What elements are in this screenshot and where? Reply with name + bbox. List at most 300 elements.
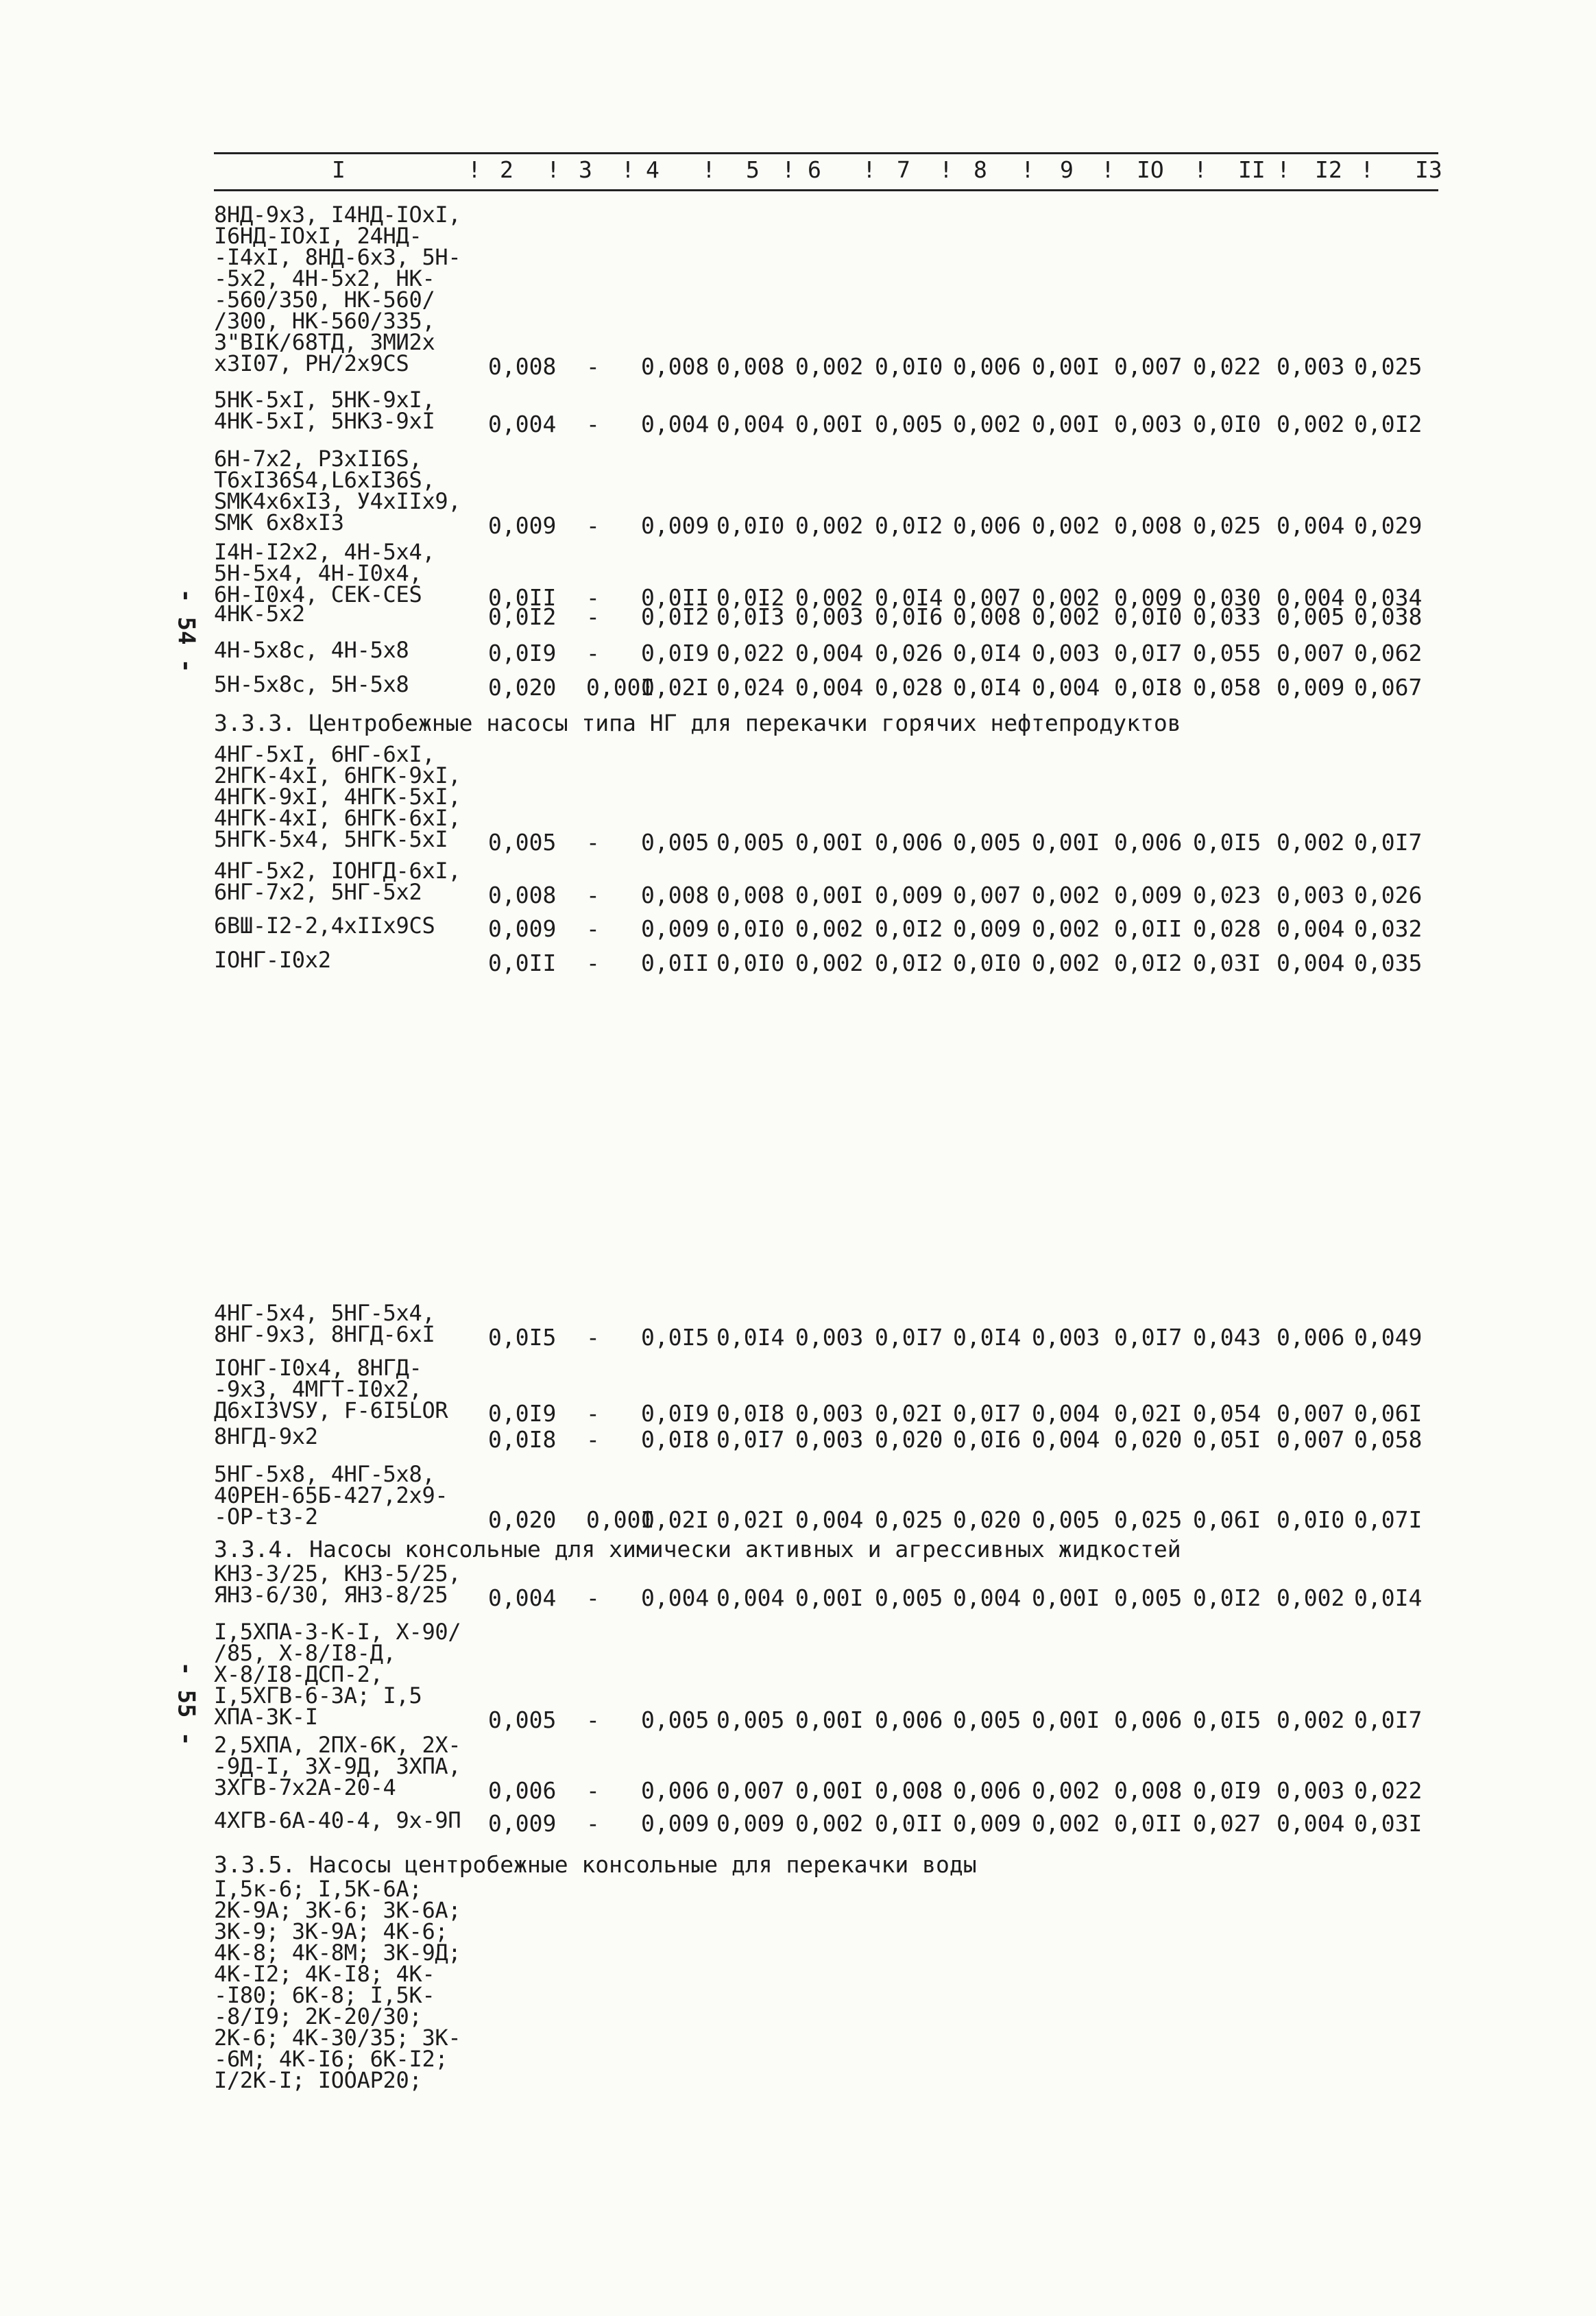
value-cell: 0,003 xyxy=(1032,640,1100,666)
value-cell: - xyxy=(586,829,600,856)
value-cell: 0,023 xyxy=(1193,882,1261,908)
header-column-label: 5 xyxy=(746,156,760,183)
value-cell: 0,005 xyxy=(953,1706,1021,1733)
pump-type-line: I/2К-I; IООАР20; xyxy=(214,2067,422,2093)
value-cell: 0,0I0 xyxy=(1114,603,1183,630)
value-cell: 0,025 xyxy=(1354,353,1423,380)
value-cell: 0,0I2 xyxy=(875,915,943,942)
value-cell: 0,005 xyxy=(875,1584,943,1611)
value-cell: 0,003 xyxy=(795,1426,864,1453)
value-cell: 0,006 xyxy=(953,353,1021,380)
header-column-label: I2 xyxy=(1315,156,1342,183)
header-top-rule xyxy=(214,152,1438,154)
row-values xyxy=(214,1706,1441,1734)
value-cell: 0,058 xyxy=(1193,674,1261,701)
pump-type-line: ХПА-3К-I xyxy=(214,1704,318,1730)
value-cell: 0,02I xyxy=(641,1506,710,1533)
value-cell: 0,0I0 xyxy=(716,950,785,976)
value-cell: 0,00I xyxy=(1032,1706,1100,1733)
value-cell: 0,02I xyxy=(716,1506,785,1533)
value-cell: 0,0II xyxy=(1114,1810,1183,1837)
value-cell: 0,003 xyxy=(795,603,864,630)
value-cell: 0,008 xyxy=(716,353,785,380)
pump-type-line: 2К-6; 4К-30/35; 3К- xyxy=(214,2025,461,2051)
row-values xyxy=(214,1584,1441,1612)
value-cell: 0,0I5 xyxy=(1193,1706,1261,1733)
value-cell: 0,025 xyxy=(875,1506,943,1533)
value-cell: 0,0I7 xyxy=(953,1400,1021,1427)
pump-type-line: -6М; 4К-I6; 6К-I2; xyxy=(214,2046,448,2072)
row-values xyxy=(214,1423,1441,1453)
value-cell: 0,003 xyxy=(1277,353,1345,380)
value-cell: 0,00I xyxy=(1032,353,1100,380)
row-values xyxy=(214,879,1441,909)
value-cell: 0,0I8 xyxy=(1114,674,1183,701)
value-cell: 0,043 xyxy=(1193,1324,1261,1351)
value-cell: 0,00I xyxy=(795,1706,864,1733)
value-cell: 0,009 xyxy=(953,915,1021,942)
pump-type-line: 3ХГВ-7х2А-20-4 xyxy=(214,1774,396,1800)
value-cell: 0,009 xyxy=(641,512,710,539)
value-cell: 0,032 xyxy=(1354,915,1423,942)
value-cell: 0,004 xyxy=(1277,584,1345,611)
value-cell: 0,00I xyxy=(1032,1584,1100,1611)
value-cell: 0,00I xyxy=(795,1584,864,1611)
value-cell: 0,0I2 xyxy=(1193,1584,1261,1611)
value-cell: 0,003 xyxy=(1114,411,1183,437)
value-cell: 0,0I0 xyxy=(875,353,943,380)
row-values xyxy=(214,671,1441,701)
value-cell: 0,008 xyxy=(953,603,1021,630)
value-cell: 0,0I4 xyxy=(953,640,1021,666)
value-cell: 0,0I4 xyxy=(875,584,943,611)
page-number-55: - 55 - xyxy=(172,1661,200,1746)
value-cell: 0,009 xyxy=(1277,674,1345,701)
value-cell: 0,009 xyxy=(641,1810,710,1837)
pump-type-line: /300, НК-560/335, xyxy=(214,308,435,334)
pump-type-line: 4НК-5хI, 5НК3-9хI xyxy=(214,408,435,434)
section-3-3-5-heading: 3.3.5. Насосы центробежные консольные для перекачки воды xyxy=(214,1851,977,1878)
value-cell: 0,0I6 xyxy=(953,1426,1021,1453)
value-cell: 0,004 xyxy=(795,674,864,701)
value-cell: 0,007 xyxy=(1277,640,1345,666)
section-3-3-4-heading: 3.3.4. Насосы консольные для химически активных и агрессивных жидкостей xyxy=(214,1536,1181,1563)
pump-type-line: -560/350, НК-560/ xyxy=(214,287,435,313)
value-cell: 0,027 xyxy=(1193,1810,1261,1837)
header-column-label: IO xyxy=(1137,156,1164,183)
value-cell: 0,0I4 xyxy=(953,1324,1021,1351)
value-cell: 0,0I2 xyxy=(716,584,785,611)
value-cell: 0,020 xyxy=(488,1506,557,1533)
value-cell: 0,0I2 xyxy=(875,512,943,539)
header-separator: ! xyxy=(702,156,716,183)
row-values xyxy=(214,1506,1441,1534)
pump-type-line: 4Н-5х8с, 4Н-5х8 xyxy=(214,637,409,663)
pump-type-line: Т6хI36S4,L6хI36S, xyxy=(214,467,435,493)
value-cell: 0,07I xyxy=(1354,1506,1423,1533)
value-cell: - xyxy=(586,1400,600,1427)
value-cell: 0,0I0 xyxy=(1277,1506,1345,1533)
value-cell: 0,004 xyxy=(716,411,785,437)
value-cell: 0,007 xyxy=(953,882,1021,908)
header-column-label: 6 xyxy=(808,156,821,183)
value-cell: 0,03I xyxy=(1354,1810,1423,1837)
value-cell: 0,004 xyxy=(953,1584,1021,1611)
value-cell: 0,00I xyxy=(586,674,655,701)
value-cell: 0,00I xyxy=(1032,411,1100,437)
value-cell: 0,00I xyxy=(1032,829,1100,856)
pump-type-line: I4Н-I2х2, 4Н-5х4, xyxy=(214,539,435,565)
value-cell: 0,002 xyxy=(795,584,864,611)
value-cell: 0,0II xyxy=(641,950,710,976)
value-cell: 0,002 xyxy=(953,411,1021,437)
pump-type-line: SМК4х6хI3, У4хIIх9, xyxy=(214,488,461,514)
pump-type-line: 4НГК-4хI, 6НГК-6хI, xyxy=(214,805,461,831)
value-cell: 0,003 xyxy=(1277,882,1345,908)
header-separator: ! xyxy=(1194,156,1207,183)
value-cell: 0,009 xyxy=(1114,584,1183,611)
header-column-label: II xyxy=(1238,156,1266,183)
page-number-54: - 54 - xyxy=(172,588,200,673)
pump-type-line: 5НГК-5х4, 5НГК-5хI xyxy=(214,826,448,852)
value-cell: 0,029 xyxy=(1354,512,1423,539)
value-cell: 0,009 xyxy=(875,882,943,908)
value-cell: 0,005 xyxy=(488,1706,557,1733)
pump-type-line: 4ХГВ-6А-40-4, 9х-9П xyxy=(214,1807,461,1833)
value-cell: 0,026 xyxy=(875,640,943,666)
row-values xyxy=(214,603,1441,631)
value-cell: 0,030 xyxy=(1193,584,1261,611)
header-separator: ! xyxy=(782,156,795,183)
pump-type-line: 8НД-9х3, I4НД-IOxI, xyxy=(214,202,461,228)
value-cell: 0,006 xyxy=(641,1777,710,1804)
pump-type-line: 8НГД-9х2 xyxy=(214,1423,318,1449)
value-cell: 0,004 xyxy=(488,411,557,437)
value-cell: 0,002 xyxy=(1032,1777,1100,1804)
value-cell: 0,0I7 xyxy=(1354,829,1423,856)
value-cell: 0,006 xyxy=(1277,1324,1345,1351)
value-cell: 0,026 xyxy=(1354,882,1423,908)
value-cell: 0,0I6 xyxy=(875,603,943,630)
header-separator: ! xyxy=(939,156,953,183)
value-cell: 0,020 xyxy=(875,1426,943,1453)
value-cell: 0,006 xyxy=(953,1777,1021,1804)
header-separator: ! xyxy=(1021,156,1035,183)
value-cell: 0,028 xyxy=(875,674,943,701)
pump-type-line: 2К-9А; 3К-6; 3К-6А; xyxy=(214,1897,461,1923)
value-cell: 0,0I8 xyxy=(641,1426,710,1453)
pump-type-line: Х-8/I8-ДСП-2, xyxy=(214,1661,383,1687)
pump-type-line: /85, Х-8/I8-Д, xyxy=(214,1640,396,1666)
value-cell: 0,0I8 xyxy=(716,1400,785,1427)
value-cell: - xyxy=(586,512,600,539)
value-cell: 0,025 xyxy=(1114,1506,1183,1533)
value-cell: 0,006 xyxy=(1114,1706,1183,1733)
value-cell: - xyxy=(586,1810,600,1837)
value-cell: 0,02I xyxy=(1114,1400,1183,1427)
value-cell: 0,0I9 xyxy=(1193,1777,1261,1804)
value-cell: 0,034 xyxy=(1354,584,1423,611)
value-cell: 0,008 xyxy=(488,353,557,380)
value-cell: 0,03I xyxy=(1193,950,1261,976)
value-cell: 0,0I7 xyxy=(1114,640,1183,666)
value-cell: 0,005 xyxy=(716,1706,785,1733)
value-cell: - xyxy=(586,1706,600,1733)
value-cell: 0,002 xyxy=(1032,1810,1100,1837)
value-cell: 0,054 xyxy=(1193,1400,1261,1427)
value-cell: 0,020 xyxy=(488,674,557,701)
pump-type-line: 2,5ХПА, 2ПХ-6К, 2Х- xyxy=(214,1732,461,1758)
value-cell: 0,002 xyxy=(1032,603,1100,630)
value-cell: 0,024 xyxy=(716,674,785,701)
value-cell: 0,006 xyxy=(1114,829,1183,856)
pump-type-line: 4НК-5х2 xyxy=(214,601,305,627)
value-cell: 0,0I0 xyxy=(716,915,785,942)
value-cell: 0,007 xyxy=(1277,1426,1345,1453)
pump-type-line: 6ВШ-I2-2,4хIIх9СS xyxy=(214,913,435,939)
value-cell: 0,0I5 xyxy=(1193,829,1261,856)
value-cell: - xyxy=(586,915,600,942)
value-cell: - xyxy=(586,640,600,666)
value-cell: 0,0I5 xyxy=(488,1324,557,1351)
pump-type-line: I,5к-6; I,5К-6А; xyxy=(214,1876,422,1902)
value-cell: 0,007 xyxy=(953,584,1021,611)
pump-type-line: I6НД-IOxI, 24НД- xyxy=(214,223,422,249)
value-cell: - xyxy=(586,603,600,630)
value-cell: 0,0I0 xyxy=(1193,411,1261,437)
value-cell: 0,003 xyxy=(795,1324,864,1351)
value-cell: 0,004 xyxy=(488,1584,557,1611)
value-cell: 0,009 xyxy=(953,1810,1021,1837)
pump-types-cell xyxy=(214,204,461,374)
header-separator: ! xyxy=(1360,156,1374,183)
value-cell: 0,022 xyxy=(1354,1777,1423,1804)
pump-type-line: Д6хI3VSУ, F-6I5LOR xyxy=(214,1397,448,1423)
value-cell: 0,049 xyxy=(1354,1324,1423,1351)
row-values xyxy=(214,826,1441,856)
value-cell: 0,004 xyxy=(716,1584,785,1611)
value-cell: 0,022 xyxy=(716,640,785,666)
value-cell: - xyxy=(586,1584,600,1611)
value-cell: 0,0I5 xyxy=(641,1324,710,1351)
pump-type-line: SМК 6х8хI3 xyxy=(214,509,344,535)
value-cell: - xyxy=(586,584,600,611)
value-cell: 0,002 xyxy=(795,353,864,380)
value-cell: 0,008 xyxy=(716,882,785,908)
value-cell: 0,002 xyxy=(795,950,864,976)
value-cell: 0,025 xyxy=(1193,512,1261,539)
pump-type-line: 6Н-I0х4, СЕК-СЕS xyxy=(214,581,422,607)
value-cell: 0,0I0 xyxy=(716,512,785,539)
value-cell: 0,004 xyxy=(1032,1426,1100,1453)
value-cell: 0,00I xyxy=(795,1777,864,1804)
value-cell: 0,02I xyxy=(875,1400,943,1427)
value-cell: 0,005 xyxy=(953,829,1021,856)
value-cell: 0,055 xyxy=(1193,640,1261,666)
pump-type-line: КНЗ-3/25, КНЗ-5/25, xyxy=(214,1560,461,1587)
row-values xyxy=(214,509,1441,540)
pump-type-line: I,5ХПА-3-К-I, Х-90/ xyxy=(214,1619,461,1645)
value-cell: 0,004 xyxy=(1277,950,1345,976)
pump-type-line: -I4xI, 8НД-6х3, 5Н- xyxy=(214,244,461,270)
pump-type-line: ЯНЗ-6/30, ЯНЗ-8/25 xyxy=(214,1582,448,1608)
row-values xyxy=(214,1807,1441,1837)
value-cell: 0,005 xyxy=(641,1706,710,1733)
row-values xyxy=(214,1397,1441,1427)
value-cell: 0,0II xyxy=(488,950,557,976)
value-cell: 0,008 xyxy=(641,353,710,380)
value-cell: 0,0I9 xyxy=(641,640,710,666)
header-column-label: 3 xyxy=(579,156,592,183)
header-column-label: 7 xyxy=(897,156,910,183)
pump-type-line: 4НГ-5хI, 6НГ-6хI, xyxy=(214,741,435,767)
value-cell: 0,005 xyxy=(488,829,557,856)
value-cell: 0,0I4 xyxy=(1354,1584,1423,1611)
value-cell: 0,009 xyxy=(641,915,710,942)
value-cell: 0,020 xyxy=(953,1506,1021,1533)
row-values xyxy=(214,637,1441,667)
value-cell: 0,008 xyxy=(1114,1777,1183,1804)
value-cell: 0,0I0 xyxy=(953,950,1021,976)
value-cell: 0,0I3 xyxy=(716,603,785,630)
value-cell: 0,0I2 xyxy=(1354,411,1423,437)
value-cell: 0,005 xyxy=(1114,1584,1183,1611)
pump-type-line: 3К-9; 3К-9А; 4К-6; xyxy=(214,1918,448,1944)
value-cell: 0,00I xyxy=(586,1506,655,1533)
pump-type-line: 5Н-5х8с, 5Н-5х8 xyxy=(214,671,409,697)
row-values xyxy=(214,915,1441,943)
value-cell: 0,028 xyxy=(1193,915,1261,942)
value-cell: 0,008 xyxy=(488,882,557,908)
value-cell: 0,002 xyxy=(1032,882,1100,908)
value-cell: 0,002 xyxy=(795,915,864,942)
value-cell: 0,002 xyxy=(795,1810,864,1837)
value-cell: 0,002 xyxy=(1277,1584,1345,1611)
pump-type-line: 8НГ-9х3, 8НГД-6хI xyxy=(214,1321,435,1347)
value-cell: - xyxy=(586,950,600,976)
value-cell: 0,002 xyxy=(795,512,864,539)
value-cell: 0,005 xyxy=(1277,603,1345,630)
value-cell: 0,004 xyxy=(1277,915,1345,942)
value-cell: 0,006 xyxy=(875,1706,943,1733)
value-cell: 0,002 xyxy=(1277,829,1345,856)
pump-type-line: 4К-I2; 4К-I8; 4К- xyxy=(214,1961,435,1987)
value-cell: 0,0I4 xyxy=(953,674,1021,701)
value-cell: 0,062 xyxy=(1354,640,1423,666)
table-header xyxy=(214,156,1442,191)
pump-type-line: -9Д-I, 3Х-9Д, 3ХПА, xyxy=(214,1753,461,1779)
header-column-label: 4 xyxy=(646,156,660,183)
pump-type-line: -I80; 6К-8; I,5К- xyxy=(214,1982,435,2008)
value-cell: 0,05I xyxy=(1193,1426,1261,1453)
header-separator: ! xyxy=(621,156,635,183)
header-bottom-rule xyxy=(214,189,1438,191)
value-cell: 0,007 xyxy=(1277,1400,1345,1427)
value-cell: 0,005 xyxy=(875,411,943,437)
value-cell: 0,058 xyxy=(1354,1426,1423,1453)
value-cell: 0,00I xyxy=(795,829,864,856)
pump-type-line: 3"BIK/68ТД, 3МИ2х xyxy=(214,329,435,355)
value-cell: 0,00I xyxy=(795,882,864,908)
value-cell: 0,005 xyxy=(716,829,785,856)
value-cell: 0,004 xyxy=(1032,1400,1100,1427)
row-values xyxy=(214,1321,1441,1351)
value-cell: - xyxy=(586,353,600,380)
pump-type-line: 4НГ-5х4, 5НГ-5х4, xyxy=(214,1300,435,1326)
value-cell: - xyxy=(586,411,600,437)
value-cell: - xyxy=(586,1324,600,1351)
value-cell: 0,038 xyxy=(1354,603,1423,630)
value-cell: 0,008 xyxy=(641,882,710,908)
value-cell: 0,003 xyxy=(1032,1324,1100,1351)
value-cell: 0,006 xyxy=(875,829,943,856)
value-cell: 0,0II xyxy=(488,584,557,611)
pump-type-line: 6НГ-7х2, 5НГ-5х2 xyxy=(214,879,422,905)
header-column-label: 9 xyxy=(1060,156,1074,183)
value-cell: 0,009 xyxy=(488,512,557,539)
pump-type-line: 4НГ-5х2, IОНГД-6хI, xyxy=(214,858,461,884)
value-cell: 0,0I4 xyxy=(716,1324,785,1351)
value-cell: 0,006 xyxy=(953,512,1021,539)
value-cell: 0,009 xyxy=(1114,882,1183,908)
pump-type-line: 4К-8; 4К-8М; 3К-9Д; xyxy=(214,1940,461,1966)
value-cell: 0,005 xyxy=(641,829,710,856)
value-cell: - xyxy=(586,1426,600,1453)
value-cell: 0,0I2 xyxy=(488,603,557,630)
value-cell: 0,0I7 xyxy=(1114,1324,1183,1351)
value-cell: 0,004 xyxy=(641,1584,710,1611)
pump-type-line: 5НГ-5х8, 4НГ-5х8, xyxy=(214,1461,435,1487)
value-cell: 0,0I7 xyxy=(1354,1706,1423,1733)
header-separator: ! xyxy=(468,156,481,183)
pump-type-line: -8/I9; 2К-20/30; xyxy=(214,2003,422,2029)
value-cell: 0,007 xyxy=(1114,353,1183,380)
value-cell: 0,00I xyxy=(795,411,864,437)
section-3-3-3-heading: 3.3.3. Центробежные насосы типа НГ для перекачки горячих нефтепродуктов xyxy=(214,710,1181,736)
value-cell: 0,067 xyxy=(1354,674,1423,701)
value-cell: 0,0I7 xyxy=(716,1426,785,1453)
value-cell: 0,002 xyxy=(1032,915,1100,942)
value-cell: 0,06I xyxy=(1354,1400,1423,1427)
value-cell: 0,0I2 xyxy=(875,950,943,976)
pump-types-cell xyxy=(214,1876,461,2093)
value-cell: 0,0I7 xyxy=(875,1324,943,1351)
pump-type-line: I,5ХГВ-6-3А; I,5 xyxy=(214,1682,422,1709)
header-column-label: I xyxy=(332,156,346,183)
pump-type-line: 4НГК-9хI, 4НГК-5хI, xyxy=(214,784,461,810)
value-cell: 0,0II xyxy=(875,1810,943,1837)
value-cell: 0,006 xyxy=(488,1777,557,1804)
value-cell: 0,035 xyxy=(1354,950,1423,976)
row-values xyxy=(214,408,1441,438)
value-cell: 0,0II xyxy=(1114,915,1183,942)
value-cell: 0,004 xyxy=(795,640,864,666)
value-cell: - xyxy=(586,1777,600,1804)
value-cell: 0,002 xyxy=(1032,584,1100,611)
value-cell: 0,004 xyxy=(1277,512,1345,539)
value-cell: 0,0I8 xyxy=(488,1426,557,1453)
row-values xyxy=(214,350,1441,381)
value-cell: 0,004 xyxy=(1032,674,1100,701)
header-separator: ! xyxy=(862,156,876,183)
pump-type-line: 2НГК-4хI, 6НГК-9хI, xyxy=(214,762,461,788)
pump-type-line: -ОР-t3-2 xyxy=(214,1504,318,1530)
pump-type-line: IОНГ-I0х4, 8НГД- xyxy=(214,1355,422,1381)
row-values xyxy=(214,947,1441,977)
value-cell: 0,0I9 xyxy=(641,1400,710,1427)
value-cell: 0,003 xyxy=(795,1400,864,1427)
value-cell: 0,004 xyxy=(795,1506,864,1533)
